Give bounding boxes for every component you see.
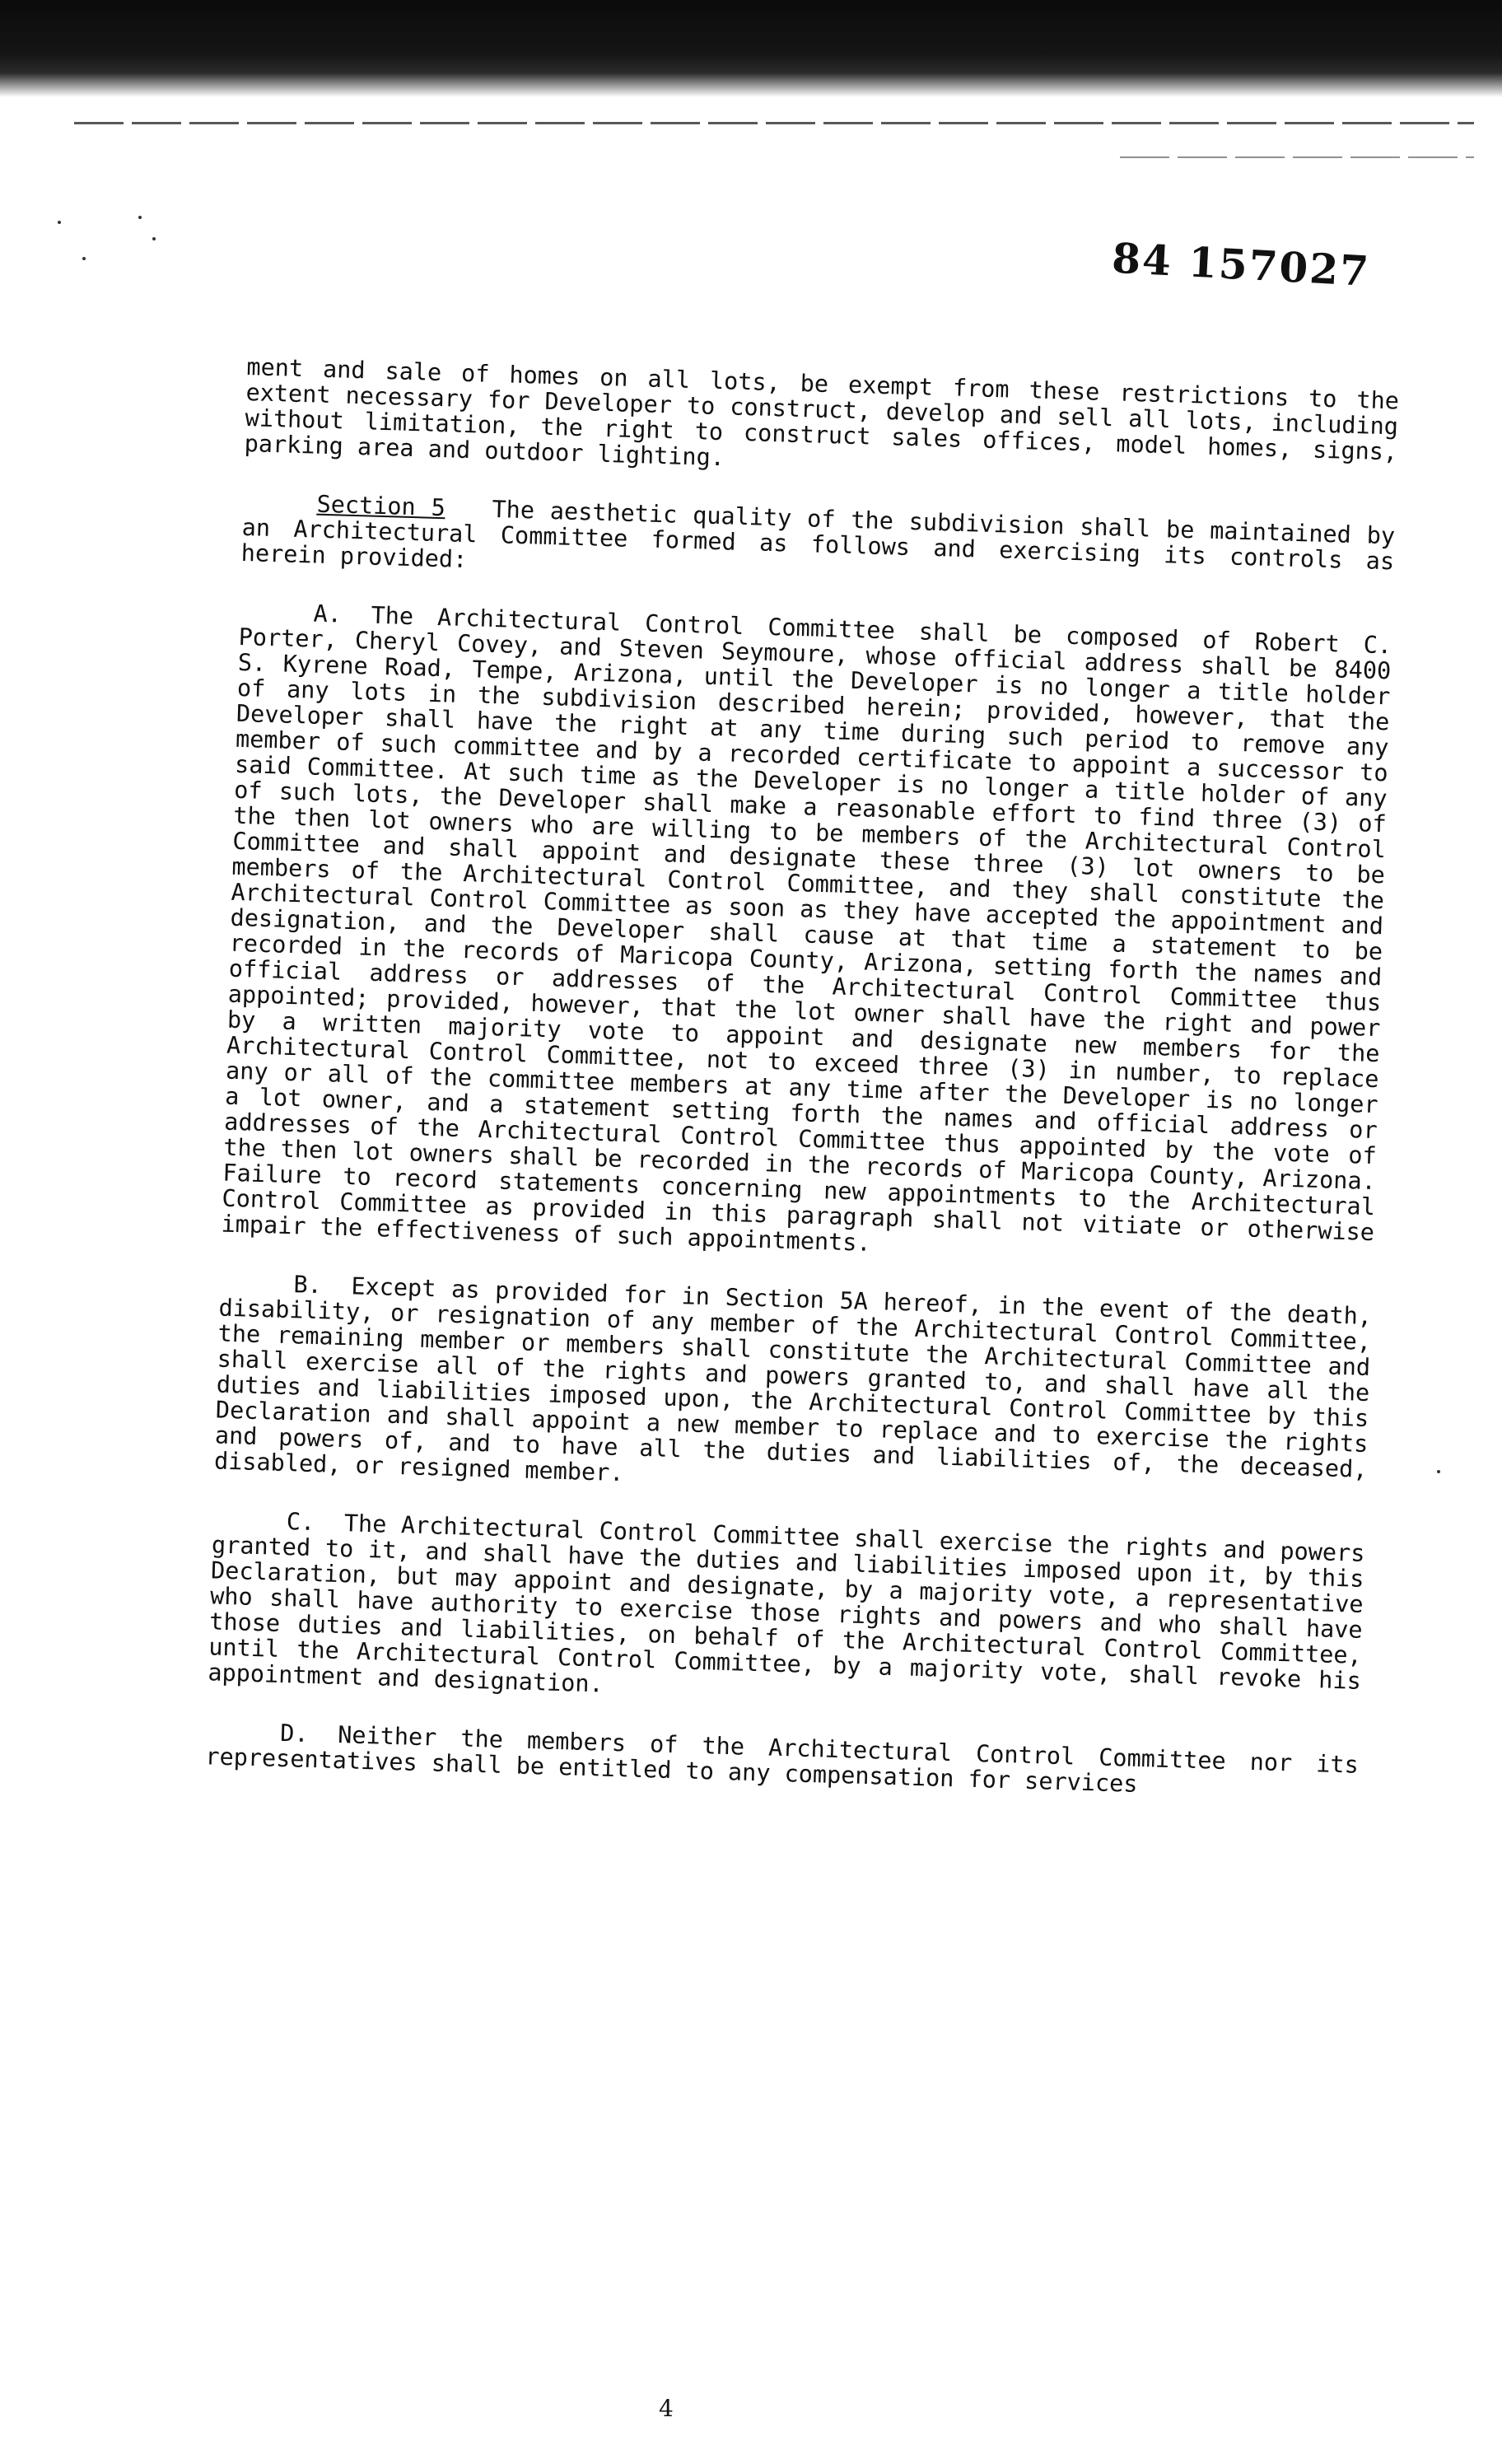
item-b-letter: B.: [293, 1271, 323, 1300]
scan-speck: [58, 221, 61, 224]
item-d-paragraph: [205, 1718, 1359, 1804]
item-a-text: The Architectural Control Committee shall be composed of Robert C. Porter, Cheryl Covey, and Steven Seymoure, whose official address shall be 8400 S. Kyrene Road, Tempe, Arizona, until the Developer is no longer a title holder of any lots in the subdivision described herein; provided, however, that the Developer shall have the right at any time during such period to remove any member of such committee and by a recorded certificate to appoint a successor to said Committee. At such time as the Developer is no longer a title holder of any of such lots, the Developer shall make a reasonable effort to find three (3) of the then lot owners who are willing to be members of the Architectural Control Committee and shall appoint and designate these three (3) lot owners to be members of the Architectural Control Committee, and they shall constitute the Architectural Control Committee as soon as they have accepted the appointment and designation, and the Developer shall cause at that time a statement to be recorded in the records of Maricopa County, Arizona, setting forth the names and official address or addresses of the Architectural Control Committee thus appointed; provided, however, that the lot owner shall have the right and power by a written majority vote to appoint and designate new members for the Architectural Control Committee, not to exceed three (3) in number, to replace any or all of the committee members at any time after the Developer is no longer a lot owner, and a statement setting forth the names and official address or addresses of the Architectural Control Committee thus appointed by the vote of the then lot owners shall be recorded in the records of Maricopa County, Arizona. Failure to record statements concerning new appointments to the Architectural Control Committee as provided in this paragraph shall not vitiate or otherwise impair the effectiveness of such appointments.: [221, 601, 1392, 1257]
document-number: 84 157027: [1111, 233, 1372, 296]
section-5-text: The aesthetic quality of the subdivision shall be maintained by an Architectural Committee formed as follows and exercising its controls as herein provided:: [240, 495, 1396, 576]
item-b-paragraph: [214, 1270, 1373, 1508]
section-5-paragraph: [240, 489, 1395, 600]
scan-speck: [1437, 1470, 1440, 1473]
item-c-paragraph: [208, 1506, 1365, 1719]
item-b-text: Except as provided for in Section 5A hereof, in the event of the death, disability, or resignation of any member of the Architectural Control Committee, the remaining member or members shall constitute the Architectural Committee and shall exercise all of the rights and powers granted to, and shall have all the duties and liabilities imposed upon, the Architectural Control Committee by this Declaration and shall appoint a new member to replace and to exercise the rights and powers of, and to have all the duties and liabilities of, the deceased, disabled, or resigned member.: [213, 1272, 1373, 1487]
intro-continuation: ment and sale of homes on all lots, be exempt from these restrictions to the extent necessary for Developer to construct, develop and sell all lots, including without limitation, the right to construct sales offices, model homes, signs, parking area and outdoor lighting.: [244, 353, 1400, 472]
item-a-paragraph: [221, 599, 1392, 1271]
document-body: [204, 354, 1400, 1836]
scan-artifact-line: [1120, 156, 1474, 158]
item-c-text: The Architectural Control Committee shall exercise the rights and powers granted to it, and shall have the duties and liabilities imposed upon it, by this Declaration, but may appoint and designate, by a majority vote, a representative who shall have authority to exercise those rights and powers and who shall have those duties and liabilities, on behalf of the Architectural Control Committee, until the Architectural Control Committee, by a majority vote, shall revoke his appointment and designation.: [208, 1510, 1365, 1698]
scan-speck: [138, 216, 142, 219]
scan-speck: [152, 237, 156, 240]
page-number: 4: [659, 2395, 674, 2422]
section-5-label: Section 5: [316, 490, 446, 522]
scan-artifact-line: [74, 122, 1474, 124]
scan-header-band: [0, 0, 1502, 97]
item-a-letter: A.: [313, 600, 343, 628]
scan-speck: [82, 257, 86, 260]
item-d-text: Neither the members of the Architectural Control Committee nor its representatives shall be entitled to any compensation for services: [204, 1721, 1360, 1798]
item-d-letter: D.: [279, 1719, 310, 1748]
item-c-letter: C.: [286, 1508, 315, 1537]
